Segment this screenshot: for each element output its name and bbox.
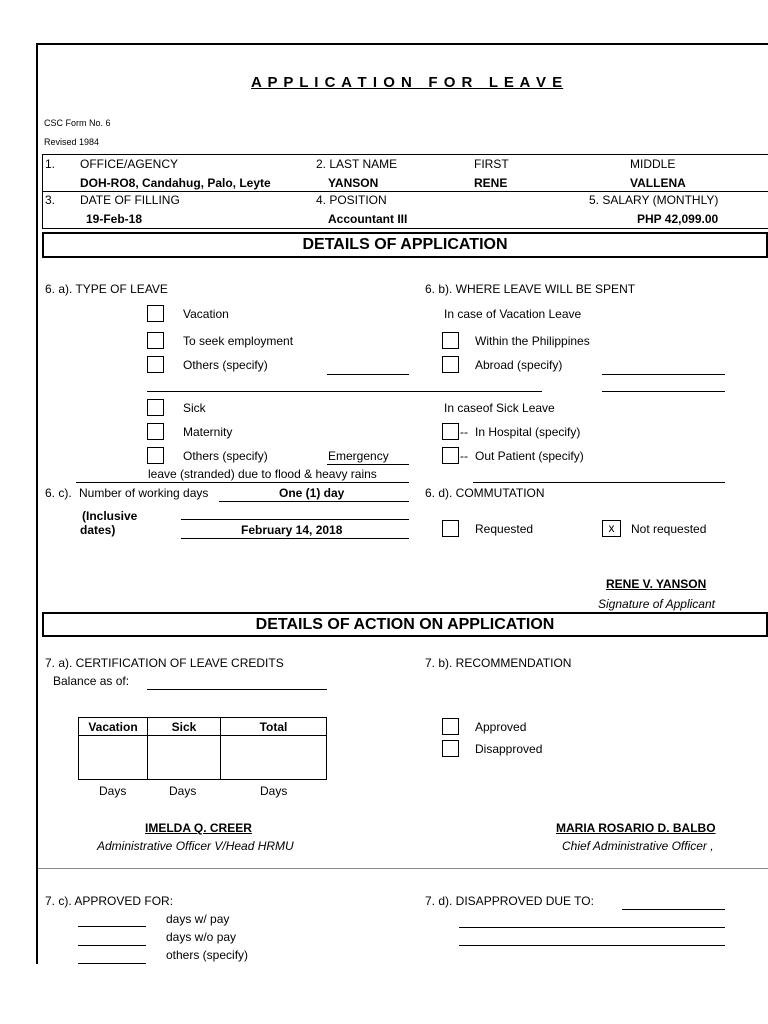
- credits-unit-total: Days: [260, 784, 288, 798]
- sick-others-label: Others (specify): [183, 449, 268, 463]
- credits-header-vacation: Vacation: [79, 718, 148, 736]
- middle-name-label: MIDDLE: [630, 157, 676, 171]
- office-label: OFFICE/AGENCY: [80, 157, 179, 171]
- credits-header-sick: Sick: [148, 718, 221, 736]
- salary-value: PHP 42,099.00: [637, 212, 719, 226]
- approved-checkbox[interactable]: [442, 718, 459, 735]
- disapproved-due-line-2: [459, 927, 725, 928]
- abroad-checkbox[interactable]: [442, 356, 459, 373]
- credits-cell-sick[interactable]: [148, 736, 221, 780]
- office-value: DOH-RO8, Candahug, Palo, Leyte: [80, 176, 271, 190]
- emergency-cont-line: [76, 482, 409, 483]
- sick-others-checkbox[interactable]: [147, 447, 164, 464]
- type-of-leave-label: 6. a). TYPE OF LEAVE: [45, 282, 168, 296]
- sick-checkbox[interactable]: [147, 399, 164, 416]
- working-days-number: 6. c).: [45, 486, 72, 500]
- credits-unit-vacation: Days: [99, 784, 127, 798]
- approved-for-label: 7. c). APPROVED FOR:: [45, 894, 174, 908]
- not-requested-checkbox[interactable]: [602, 520, 621, 537]
- seek-employment-checkbox[interactable]: [147, 332, 164, 349]
- credits-cell-vacation[interactable]: [79, 736, 148, 780]
- out-patient-checkbox[interactable]: [442, 447, 459, 464]
- form-revised: Revised 1984: [44, 137, 100, 147]
- cert-leave-credits-label: 7. a). CERTIFICATION OF LEAVE CREDITS: [45, 656, 284, 670]
- vacation-divider-line: [147, 391, 542, 392]
- credits-unit-sick: Days: [169, 784, 197, 798]
- commutation-label: 6. d). COMMUTATION: [425, 486, 545, 500]
- vacation-others-label: Others (specify): [183, 358, 268, 372]
- cao-title: Chief Administrative Officer ,: [562, 839, 714, 853]
- disapproved-checkbox[interactable]: [442, 740, 459, 757]
- approval-section-line: [38, 868, 768, 869]
- details-of-action-banner: [42, 612, 768, 637]
- header-line-1: [42, 154, 768, 155]
- salary-label: 5. SALARY (MONTHLY): [589, 193, 719, 207]
- top-border: [36, 43, 768, 45]
- first-name-value: RENE: [474, 176, 508, 190]
- not-requested-label: Not requested: [631, 522, 707, 536]
- not-requested-mark: x: [608, 521, 615, 535]
- item-number-1: 1.: [45, 157, 56, 171]
- details-banner-text: DETAILS OF APPLICATION: [302, 236, 508, 253]
- inclusive-dates-label-2: dates): [80, 523, 116, 537]
- hrmu-officer-name: IMELDA Q. CREER: [145, 821, 252, 835]
- header-vline: [42, 154, 43, 228]
- middle-name-value: VALLENA: [630, 176, 686, 190]
- in-hospital-label: In Hospital (specify): [475, 425, 581, 439]
- leave-credits-table: [78, 717, 327, 780]
- inclusive-dates-label-1: (Inclusive: [82, 509, 138, 523]
- abroad-line-2: [602, 391, 725, 392]
- first-name-label: FIRST: [474, 157, 509, 171]
- last-name-value: YANSON: [328, 176, 379, 190]
- others-line: [78, 963, 146, 964]
- inclusive-line-2: [181, 538, 409, 539]
- requested-label: Requested: [475, 522, 534, 536]
- inclusive-dates-value: February 14, 2018: [241, 523, 343, 537]
- item-number-3: 3.: [45, 193, 56, 207]
- abroad-label: Abroad (specify): [475, 358, 563, 372]
- others-specify-label: others (specify): [166, 948, 249, 962]
- disapproved-due-line-1: [622, 909, 725, 910]
- working-days-label: Number of working days: [79, 486, 209, 500]
- credits-header-row: [79, 718, 327, 736]
- date-filing-label: DATE OF FILLING: [80, 193, 180, 207]
- details-of-application-banner: [42, 232, 768, 258]
- within-philippines-label: Within the Philippines: [475, 334, 590, 348]
- credits-value-row: [79, 736, 327, 780]
- disapproved-due-line-3: [459, 945, 725, 946]
- seek-employment-label: To seek employment: [183, 334, 294, 348]
- within-philippines-checkbox[interactable]: [442, 332, 459, 349]
- where-spent-label: 6. b). WHERE LEAVE WILL BE SPENT: [425, 282, 636, 296]
- position-value: Accountant III: [328, 212, 408, 226]
- days-without-pay-line: [78, 945, 146, 946]
- disapproved-label: Disapproved: [475, 742, 543, 756]
- days-with-pay-line: [78, 926, 146, 927]
- hrmu-officer-title: Administrative Officer V/Head HRMU: [97, 839, 294, 853]
- vacation-others-line: [327, 374, 409, 375]
- maternity-label: Maternity: [183, 425, 233, 439]
- sick-case-label: In caseof Sick Leave: [444, 401, 555, 415]
- vacation-case-label: In case of Vacation Leave: [444, 307, 582, 321]
- vacation-checkbox[interactable]: [147, 305, 164, 322]
- inclusive-line-1: [181, 519, 409, 520]
- days-without-pay-label: days w/o pay: [166, 930, 237, 944]
- header-line-3: [42, 228, 768, 229]
- emergency-continuation: leave (stranded) due to flood & heavy rains: [148, 467, 377, 481]
- balance-as-of-label: Balance as of:: [53, 674, 130, 688]
- out-patient-dash: --: [460, 449, 468, 463]
- emergency-text: Emergency: [328, 449, 389, 463]
- maternity-checkbox[interactable]: [147, 423, 164, 440]
- recommendation-label: 7. b). RECOMMENDATION: [425, 656, 572, 670]
- header-line-2: [42, 191, 768, 192]
- requested-checkbox[interactable]: [442, 520, 459, 537]
- position-label: 4. POSITION: [316, 193, 387, 207]
- out-patient-line: [473, 482, 725, 483]
- days-with-pay-label: days w/ pay: [166, 912, 230, 926]
- approved-label: Approved: [475, 720, 527, 734]
- form-number: CSC Form No. 6: [44, 118, 111, 128]
- credits-cell-total[interactable]: [221, 736, 327, 780]
- disapproved-due-label: 7. d). DISAPPROVED DUE TO:: [425, 894, 594, 908]
- in-hospital-dash: --: [460, 425, 468, 439]
- out-patient-label: Out Patient (specify): [475, 449, 584, 463]
- working-days-line: [219, 501, 409, 502]
- vacation-label: Vacation: [183, 307, 229, 321]
- left-border: [36, 43, 38, 964]
- cao-name: MARIA ROSARIO D. BALBO: [556, 821, 716, 835]
- sick-label: Sick: [183, 401, 206, 415]
- form-title: A P P L I C A T I O N F O R L E A V E: [251, 74, 564, 91]
- credits-header-total: Total: [221, 718, 327, 736]
- last-name-label: 2. LAST NAME: [316, 157, 398, 171]
- date-filing-value: 19-Feb-18: [86, 212, 143, 226]
- applicant-signature-label: Signature of Applicant: [598, 597, 715, 611]
- emergency-line: [327, 464, 409, 465]
- vacation-others-checkbox[interactable]: [147, 356, 164, 373]
- applicant-name: RENE V. YANSON: [606, 577, 707, 591]
- abroad-line-1: [602, 374, 725, 375]
- in-hospital-checkbox[interactable]: [442, 423, 459, 440]
- working-days-value: One (1) day: [279, 486, 345, 500]
- action-banner-text: DETAILS OF ACTION ON APPLICATION: [255, 616, 555, 633]
- balance-as-of-line: [147, 689, 327, 690]
